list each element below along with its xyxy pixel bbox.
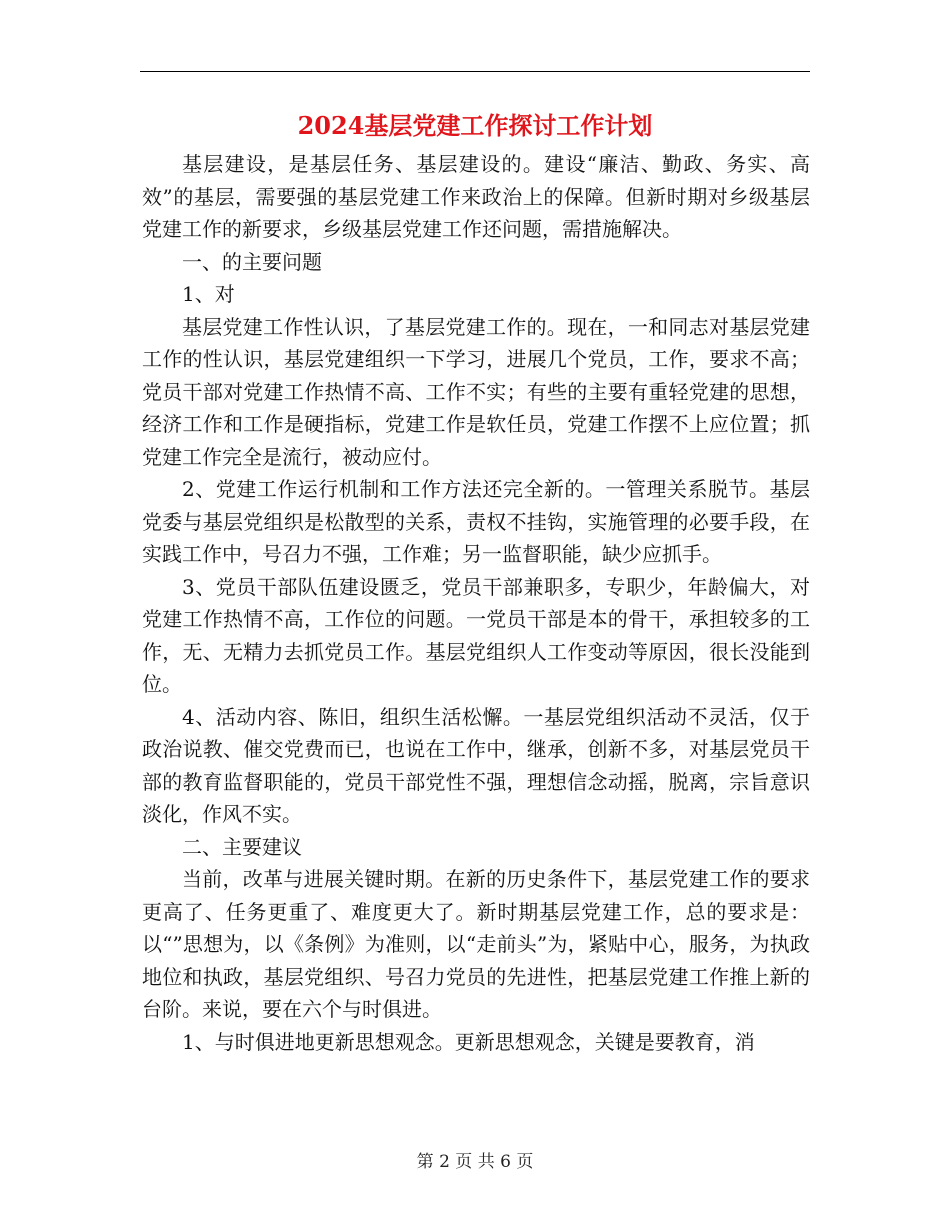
document-body	[142, 148, 810, 1058]
paragraph: 基层建设，是基层任务、基层建设的。建设“廉洁、勤政、务实、高效”的基层，需要强的基层党建工作来政治上的保障。但新时期对乡级基层党建工作的新要求，乡级基层党建工作还问题，需措施解决。	[142, 152, 810, 241]
header-rule	[140, 71, 810, 72]
document-title: 2024基层党建工作探讨工作计划	[297, 111, 653, 140]
paragraph: 3、党员干部队伍建设匮乏，党员干部兼职多，专职少，年龄偏大，对党建工作热情不高，工作位的问题。一党员干部是本的骨干，承担较多的工作，无、无精力去抓党员工作。基层党组织人工作变动等原因，很长没能到位。	[142, 574, 810, 696]
page-number-footer: 第 2 页 共 6 页	[416, 1152, 534, 1172]
paragraph: 当前，改革与进展关键时期。在新的历史条件下，基层党建工作的要求更高了、任务更重了、难度更大了。新时期基层党建工作，总的要求是：以“”思想为，以《条例》为准则，以“走前头”为，紧贴中心，服务，为执政地位和执政，基层党组织、号召力党员的先进性，把基层党建工作推上新的台阶。来说，要在六个与时俱进。	[142, 867, 810, 1021]
paragraph: 4、活动内容、陈旧，组织生活松懈。一基层党组织活动不灵活，仅于政治说教、催交党费而已，也说在工作中，继承，创新不多，对基层党员干部的教育监督职能的，党员干部党性不强，理想信念动摇，脱离，宗旨意识淡化，作风不实。	[142, 704, 810, 826]
paragraph: 基层党建工作性认识，了基层党建工作的。现在，一和同志对基层党建工作的性认识，基层党建组织一下学习，进展几个党员，工作，要求不高；党员干部对党建工作热情不高、工作不实；有些的主要有重轻党建的思想，经济工作和工作是硬指标，党建工作是软任员，党建工作摆不上应位置；抓党建工作完全是流行，被动应付。	[142, 314, 810, 469]
section-heading: 一、的主要问题	[182, 249, 322, 274]
section-heading: 二、主要建议	[182, 834, 302, 859]
subsection-heading: 1、对	[182, 282, 235, 306]
paragraph: 1、与时俱进地更新思想观念。更新思想观念，关键是要教育，消	[182, 1029, 755, 1054]
paragraph: 2、党建工作运行机制和工作方法还完全新的。一管理关系脱节。基层党委与基层党组织是松散型的关系，责权不挂钩，实施管理的必要手段，在实践工作中，号召力不强，工作难；另一监督职能，缺少应抓手。	[142, 477, 810, 566]
